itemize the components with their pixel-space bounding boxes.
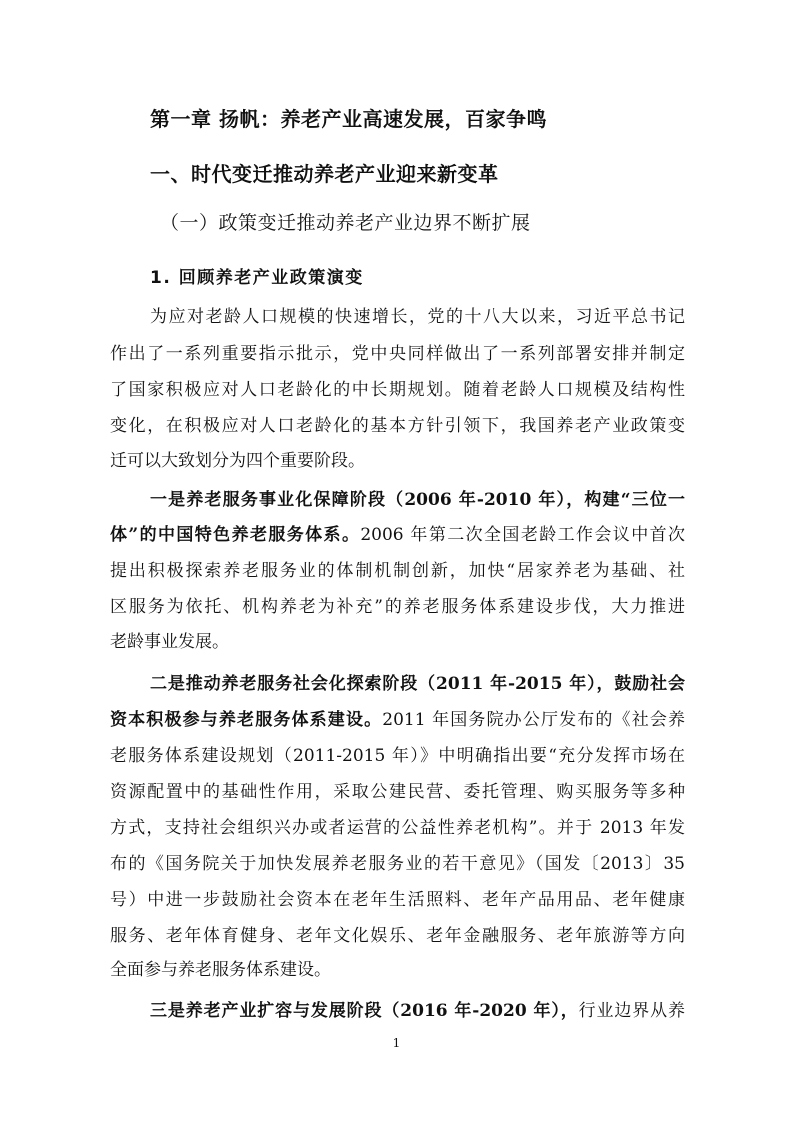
stage1-heading-line: 一是养老服务事业化保障阶段（2006 年-2010 年），构建“三位一 [150,490,685,510]
paragraph-line: 方式，支持社会组织兴办或者运营的公益性养老机构”。并于 2013 年发 [110,818,685,838]
paragraph-line: 布的《国务院关于加快发展养老服务业的若干意见》（国发〔2013〕35 [110,854,685,874]
paragraph-line: 服务、老年体育健身、老年文化娱乐、老年金融服务、老年旅游等方向 [110,926,685,946]
stage2-heading-line: 二是推动养老服务社会化探索阶段（2011 年-2015 年），鼓励社会 [150,674,685,694]
paragraph-line: 老服务体系建设规划（2011-2015 年）》中明确指出要“充分发挥市场在 [110,746,685,766]
paragraph-line: 为应对老龄人口规模的快速增长，党的十八大以来，习近平总书记 [150,307,685,327]
paragraph-line: 作出了一系列重要指示批示，党中央同样做出了一系列部署安排并制定 [110,344,685,364]
paragraph-line: 提出积极探索养老服务业的体制机制创新，加快“居家养老为基础、社 [110,561,685,581]
paragraph-line: 了国家积极应对人口老龄化的中长期规划。随着老龄人口规模及结构性 [110,380,685,400]
chapter-title: 第一章 扬帆：养老产业高速发展，百家争鸣 [150,107,547,131]
paragraph-line: 号）中进一步鼓励社会资本在老年生活照料、老年产品用品、老年健康 [110,890,685,910]
paragraph-line [110,708,685,732]
stage1-heading-tail: 体”的中国特色养老服务体系。 [110,525,361,545]
point-title: 1. 回顾养老产业政策演变 [150,268,364,288]
paragraph-line [110,523,685,547]
paragraph-line: 资源配置中的基础性作用，采取公建民营、委托管理、购买服务等多种 [110,782,685,802]
page-number: 1 [392,1036,401,1050]
paragraph-line: 老龄事业发展。 [110,632,229,652]
paragraph-line: 全面参与养老服务体系建设。 [110,960,331,980]
paragraph-line: 变化，在积极应对人口老龄化的基本方针引领下，我国养老产业政策变 [110,416,685,436]
stage3-text: 行业边界从养 [578,1001,686,1021]
stage2-text: 2011 年国务院办公厅发布的《社会养 [382,710,686,730]
paragraph-line: 区服务为依托、机构养老为补充”的养老服务体系建设步伐，大力推进 [110,597,685,617]
stage2-heading-tail: 资本积极参与养老服务体系建设。 [110,710,383,730]
stage3-heading: 三是养老产业扩容与发展阶段（2016 年-2020 年）， [150,1001,579,1021]
section-title: 一、时代变迁推动养老产业迎来新变革 [150,162,499,186]
stage1-text: 2006 年第二次全国老龄工作会议中首次 [360,525,685,545]
subsection-title: （一）政策变迁推动养老产业边界不断扩展 [160,212,531,234]
paragraph-line [150,999,685,1023]
paragraph-line: 迁可以大致划分为四个重要阶段。 [110,451,365,471]
